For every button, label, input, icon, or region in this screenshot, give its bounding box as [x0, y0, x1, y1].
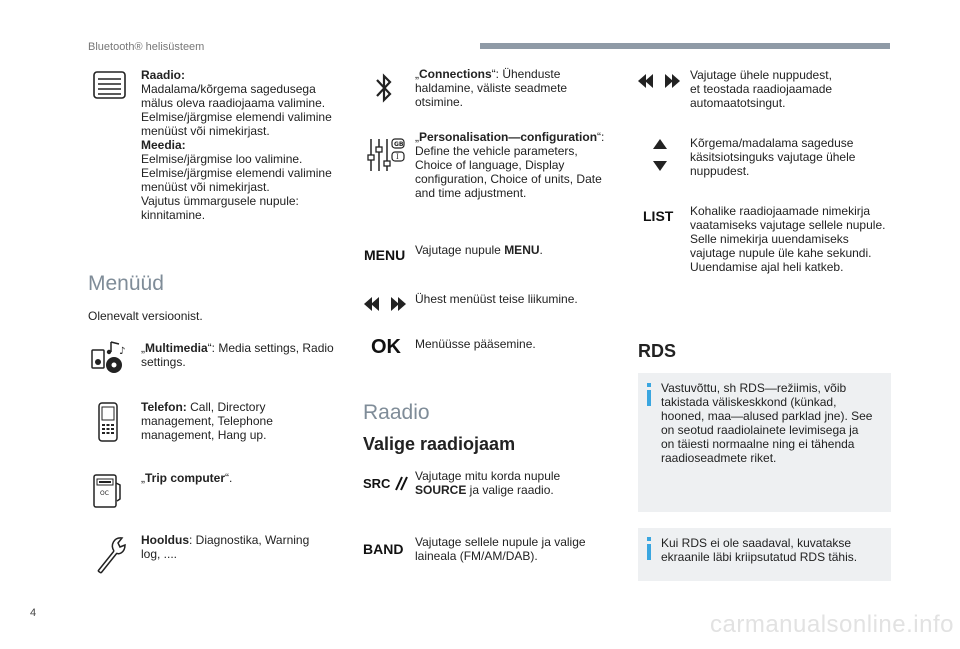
personalisation-rest: “: [597, 130, 605, 144]
personalisation-description [415, 130, 625, 200]
seek-arrows-icon[interactable] [636, 73, 682, 89]
page-number: 4 [30, 607, 37, 619]
note-line: on seotud raadiolainete levimisega ja [661, 423, 859, 437]
svg-text:OC: OC [100, 490, 109, 497]
media-line: Vajutus ümmargusele nupule: [141, 194, 299, 208]
wrench-icon [92, 535, 128, 575]
updown-description [690, 136, 900, 178]
personalisation-name: Personalisation—configuration [419, 130, 598, 144]
up-down-arrows-icon[interactable] [652, 137, 668, 173]
seek-line: et teostada raadiojaamade [690, 82, 833, 96]
connections-rest: otsimine. [415, 95, 464, 109]
menu-text-key: MENU [504, 243, 540, 257]
multimedia-icon [90, 340, 128, 374]
hooldus-name: Hooldus [141, 533, 189, 547]
list-key[interactable]: LIST [643, 208, 674, 224]
band-key[interactable]: BAND [363, 541, 404, 557]
menu-text-prefix: Vajutage nupule [415, 243, 505, 257]
watermark: carmanualsonline.info [710, 611, 954, 638]
radio-list-icon [93, 70, 127, 100]
hooldus-description [141, 533, 341, 561]
personalisation-rest: and time adjustment. [415, 186, 527, 200]
trip-computer-icon [92, 473, 124, 509]
note-marker-bar [647, 544, 651, 560]
note-line: Vastuvõttu, sh RDS—režiimis, võib [661, 381, 847, 395]
list-line: Kohalike raadiojaamade nimekirja [690, 204, 871, 218]
list-line: vajutage nupule üle kahe sekundi. [690, 246, 872, 260]
media-line: kinnitamine. [141, 208, 206, 222]
band-line: Vajutage sellele nupule ja valige [415, 535, 586, 549]
personalisation-rest: Choice of language, Display [415, 158, 565, 172]
note-marker-dot [647, 383, 651, 387]
menu-key[interactable]: MENU [364, 247, 406, 263]
trip-prefix: „ [141, 471, 145, 485]
source-line: ja valige raadio. [466, 483, 554, 497]
note-line: on täiesti normaalne ning ei tähenda [661, 437, 855, 451]
source-key-icon[interactable] [363, 474, 409, 492]
source-line: Vajutage mitu korda nupule [415, 469, 561, 483]
note-line: raadioseadmete riket. [661, 451, 777, 465]
hooldus-rest: log, .... [141, 547, 178, 561]
svg-text:♪: ♪ [119, 346, 126, 357]
hooldus-rest: : Diagnostika, Warning [189, 533, 310, 547]
radio-line: menüüst või nimekirjast. [141, 124, 270, 138]
radio-line: Eelmise/järgmise elemendi valimine [141, 110, 332, 124]
svg-text:GB: GB [394, 141, 404, 148]
menu-key-description [415, 243, 615, 257]
updown-line: nuppudest. [690, 164, 750, 178]
note-marker-bar [647, 390, 651, 406]
connections-description [415, 67, 615, 109]
bluetooth-icon [375, 72, 393, 104]
radio-label: Raadio: [141, 68, 186, 82]
header-bar [480, 43, 890, 49]
note-line: takistada väliskeskkond (künkad, [661, 395, 837, 409]
multimedia-prefix: „ [141, 341, 145, 355]
note-marker-dot [647, 537, 651, 541]
personalisation-prefix: „ [415, 130, 419, 144]
trip-name: Trip computer [145, 471, 226, 485]
seek-line: automaatotsingut. [690, 96, 786, 110]
seek-line: Vajutage ühele nuppudest, [690, 68, 832, 82]
phone-icon [97, 402, 119, 442]
ok-key[interactable]: OK [371, 336, 401, 358]
note-line: Kui RDS ei ole saadaval, kuvatakse [661, 536, 852, 550]
select-station-heading: Valige raadiojaam [363, 434, 516, 454]
multimedia-rest: settings. [141, 355, 186, 369]
telefon-description [141, 400, 341, 442]
multimedia-description [141, 341, 341, 369]
media-line: Eelmise/järgmise loo valimine. [141, 152, 303, 166]
personalisation-rest: configuration, Choice of units, Date [415, 172, 602, 186]
list-line: Selle nimekirja uuendamiseks [690, 232, 849, 246]
menus-intro: Olenevalt versioonist. [88, 309, 203, 323]
trip-suffix: “. [225, 471, 233, 485]
media-line: Eelmise/järgmise elemendi valimine [141, 166, 332, 180]
telefon-name: Telefon: [141, 400, 187, 414]
ok-description: Menüüsse pääsemine. [415, 337, 536, 351]
connections-prefix: „ [415, 67, 419, 81]
list-description [690, 204, 900, 274]
radio-line: Madalama/kõrgema sagedusega [141, 82, 316, 96]
telefon-rest: management, Telephone [141, 414, 273, 428]
list-line: vaatamiseks vajutage sellele nupule. [690, 218, 886, 232]
rds-heading: RDS [638, 341, 677, 361]
band-description [415, 535, 615, 563]
radio-heading: Raadio [363, 401, 430, 424]
telefon-rest: management, Hang up. [141, 428, 267, 442]
connections-name: Connections [419, 67, 492, 81]
rds-note-1 [661, 381, 889, 465]
seek-description [690, 68, 890, 110]
trip-description [141, 471, 341, 485]
connections-rest: haldamine, väliste seadmete [415, 81, 568, 95]
telefon-rest: Call, Directory [186, 400, 266, 414]
multimedia-name: Multimedia [145, 341, 208, 355]
arrows-description: Ühest menüüst teise liikumine. [415, 292, 578, 306]
source-description [415, 469, 615, 497]
svg-text:SRC: SRC [363, 476, 391, 491]
running-header: Bluetooth® helisüsteem [88, 41, 205, 53]
menu-text-suffix: . [539, 243, 543, 257]
radio-media-description [141, 68, 341, 222]
media-label: Meedia: [141, 138, 186, 152]
note-line: ekraanile läbi kriipsutatud RDS tähis. [661, 550, 858, 564]
rds-note-2 [661, 536, 889, 564]
note-line: hooned, maa—alused parklad jne). See [661, 409, 873, 423]
media-line: menüüst või nimekirjast. [141, 180, 270, 194]
settings-sliders-icon [365, 135, 405, 175]
svg-text:I: I [396, 153, 399, 161]
updown-line: Kõrgema/madalama sageduse [690, 136, 854, 150]
personalisation-rest: Define the vehicle parameters, [415, 144, 578, 158]
left-right-arrows-icon[interactable] [362, 296, 408, 312]
source-key-name: SOURCE [415, 483, 467, 497]
multimedia-rest: “: Media settings, Radio [207, 341, 334, 355]
menus-heading: Menüüd [88, 272, 164, 295]
connections-rest: “: Ühenduste [491, 67, 561, 81]
radio-line: mälus oleva raadiojaama valimine. [141, 96, 326, 110]
band-line: laineala (FM/AM/DAB). [415, 549, 538, 563]
updown-line: käsitsiotsinguks vajutage ühele [690, 150, 856, 164]
list-line: Uuendamise ajal heli katkeb. [690, 260, 844, 274]
